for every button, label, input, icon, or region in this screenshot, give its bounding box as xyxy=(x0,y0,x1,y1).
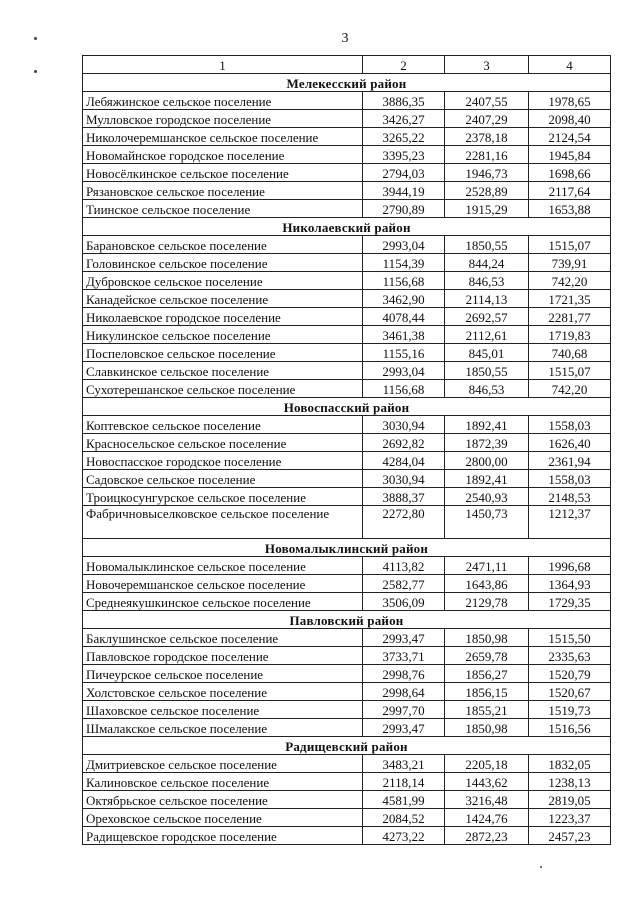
value-cell: 1643,86 xyxy=(445,575,529,593)
value-cell: 2800,00 xyxy=(445,452,529,470)
table-row xyxy=(83,701,611,719)
value-cell: 1978,65 xyxy=(529,92,611,110)
table-row xyxy=(83,488,611,506)
column-header-row xyxy=(83,56,611,74)
value-cell: 4113,82 xyxy=(363,557,445,575)
value-cell: 2281,16 xyxy=(445,146,529,164)
value-cell: 3030,94 xyxy=(363,416,445,434)
value-cell: 742,20 xyxy=(529,272,611,290)
table-row xyxy=(83,827,611,845)
district-title: Павловский район xyxy=(83,611,611,629)
margin-mark xyxy=(540,866,542,868)
value-cell: 1850,55 xyxy=(445,362,529,380)
value-cell: 1729,35 xyxy=(529,593,611,611)
margin-mark xyxy=(34,70,37,73)
settlement-name: Рязановское сельское поселение xyxy=(83,182,363,200)
table-row xyxy=(83,434,611,452)
value-cell: 1892,41 xyxy=(445,416,529,434)
value-cell: 1719,83 xyxy=(529,326,611,344)
settlement-name: Красносельское сельское поселение xyxy=(83,434,363,452)
value-cell: 2528,89 xyxy=(445,182,529,200)
settlement-name: Коптевское сельское поселение xyxy=(83,416,363,434)
column-header: 1 xyxy=(83,56,363,74)
value-cell: 2272,80 xyxy=(363,506,445,539)
settlement-name: Новочеремшанское сельское поселение xyxy=(83,575,363,593)
settlement-name: Новосёлкинское сельское поселение xyxy=(83,164,363,182)
value-cell: 2659,78 xyxy=(445,647,529,665)
value-cell: 1558,03 xyxy=(529,416,611,434)
settlement-name: Ореховское сельское поселение xyxy=(83,809,363,827)
value-cell: 845,01 xyxy=(445,344,529,362)
value-cell: 1850,98 xyxy=(445,719,529,737)
table-row xyxy=(83,809,611,827)
value-cell: 2997,70 xyxy=(363,701,445,719)
value-cell: 3944,19 xyxy=(363,182,445,200)
value-cell: 2148,53 xyxy=(529,488,611,506)
settlement-name: Шаховское сельское поселение xyxy=(83,701,363,719)
settlement-name: Дмитриевское сельское поселение xyxy=(83,755,363,773)
value-cell: 2129,78 xyxy=(445,593,529,611)
value-cell: 2993,04 xyxy=(363,362,445,380)
value-cell: 2998,76 xyxy=(363,665,445,683)
column-header: 2 xyxy=(363,56,445,74)
table-row xyxy=(83,506,611,539)
value-cell: 3216,48 xyxy=(445,791,529,809)
value-cell: 1450,73 xyxy=(445,506,529,539)
settlement-name: Шмалакское сельское поселение xyxy=(83,719,363,737)
settlement-name: Октябрьское сельское поселение xyxy=(83,791,363,809)
value-cell: 4284,04 xyxy=(363,452,445,470)
value-cell: 1855,21 xyxy=(445,701,529,719)
value-cell: 2819,05 xyxy=(529,791,611,809)
value-cell: 2872,23 xyxy=(445,827,529,845)
settlement-name: Барановское сельское поселение xyxy=(83,236,363,254)
table-row xyxy=(83,146,611,164)
district-header-row xyxy=(83,611,611,629)
value-cell: 740,68 xyxy=(529,344,611,362)
value-cell: 2692,57 xyxy=(445,308,529,326)
value-cell: 2361,94 xyxy=(529,452,611,470)
value-cell: 1698,66 xyxy=(529,164,611,182)
value-cell: 2692,82 xyxy=(363,434,445,452)
value-cell: 2794,03 xyxy=(363,164,445,182)
settlement-name: Лебяжинское сельское поселение xyxy=(83,92,363,110)
settlement-name: Калиновское сельское поселение xyxy=(83,773,363,791)
value-cell: 1212,37 xyxy=(529,506,611,539)
value-cell: 2790,89 xyxy=(363,200,445,218)
settlement-name: Садовское сельское поселение xyxy=(83,470,363,488)
value-cell: 1154,39 xyxy=(363,254,445,272)
value-cell: 1850,55 xyxy=(445,236,529,254)
settlement-name: Новомайнское городское поселение xyxy=(83,146,363,164)
settlement-name: Сухотерешанское сельское поселение xyxy=(83,380,363,398)
table-row xyxy=(83,200,611,218)
table-row xyxy=(83,362,611,380)
value-cell: 2084,52 xyxy=(363,809,445,827)
table-row xyxy=(83,629,611,647)
value-cell: 846,53 xyxy=(445,380,529,398)
value-cell: 4581,99 xyxy=(363,791,445,809)
table-row xyxy=(83,719,611,737)
value-cell: 2114,13 xyxy=(445,290,529,308)
value-cell: 1156,68 xyxy=(363,272,445,290)
value-cell: 1945,84 xyxy=(529,146,611,164)
district-title: Радищевский район xyxy=(83,737,611,755)
table-row xyxy=(83,452,611,470)
settlement-name: Поспеловское сельское поселение xyxy=(83,344,363,362)
value-cell: 1238,13 xyxy=(529,773,611,791)
table-row xyxy=(83,470,611,488)
table-row xyxy=(83,92,611,110)
value-cell: 2117,64 xyxy=(529,182,611,200)
settlement-name: Николочеремшанское сельское поселение xyxy=(83,128,363,146)
value-cell: 2124,54 xyxy=(529,128,611,146)
value-cell: 2281,77 xyxy=(529,308,611,326)
table-row xyxy=(83,557,611,575)
value-cell: 1364,93 xyxy=(529,575,611,593)
value-cell: 2407,29 xyxy=(445,110,529,128)
table-row xyxy=(83,683,611,701)
settlement-name: Новоспасское городское поселение xyxy=(83,452,363,470)
value-cell: 1946,73 xyxy=(445,164,529,182)
value-cell: 2582,77 xyxy=(363,575,445,593)
settlement-name: Холстовское сельское поселение xyxy=(83,683,363,701)
settlement-name: Фабричновыселковское сельское поселение xyxy=(83,506,363,539)
value-cell: 2098,40 xyxy=(529,110,611,128)
settlement-name: Троицкосунгурское сельское поселение xyxy=(83,488,363,506)
settlement-name: Среднеякушкинское сельское поселение xyxy=(83,593,363,611)
value-cell: 1653,88 xyxy=(529,200,611,218)
district-title: Новомалыклинский район xyxy=(83,539,611,557)
settlements-table xyxy=(82,55,611,845)
value-cell: 3733,71 xyxy=(363,647,445,665)
value-cell: 1892,41 xyxy=(445,470,529,488)
district-header-row xyxy=(83,218,611,236)
table-row xyxy=(83,326,611,344)
settlement-name: Канадейское сельское поселение xyxy=(83,290,363,308)
value-cell: 3395,23 xyxy=(363,146,445,164)
settlement-name: Павловское городское поселение xyxy=(83,647,363,665)
value-cell: 4273,22 xyxy=(363,827,445,845)
settlement-name: Баклушинское сельское поселение xyxy=(83,629,363,647)
value-cell: 1516,56 xyxy=(529,719,611,737)
table-row xyxy=(83,647,611,665)
value-cell: 1519,73 xyxy=(529,701,611,719)
value-cell: 739,91 xyxy=(529,254,611,272)
table-row xyxy=(83,182,611,200)
value-cell: 3461,38 xyxy=(363,326,445,344)
table-row xyxy=(83,791,611,809)
settlement-name: Тиинское сельское поселение xyxy=(83,200,363,218)
value-cell: 2998,64 xyxy=(363,683,445,701)
settlement-name: Николаевское городское поселение xyxy=(83,308,363,326)
settlement-name: Пичеурское сельское поселение xyxy=(83,665,363,683)
table-row xyxy=(83,773,611,791)
district-header-row xyxy=(83,539,611,557)
settlement-name: Радищевское городское поселение xyxy=(83,827,363,845)
table-row xyxy=(83,272,611,290)
table-row xyxy=(83,380,611,398)
value-cell: 1223,37 xyxy=(529,809,611,827)
settlement-name: Головинское сельское поселение xyxy=(83,254,363,272)
district-title: Новоспасский район xyxy=(83,398,611,416)
value-cell: 2378,18 xyxy=(445,128,529,146)
value-cell: 3886,35 xyxy=(363,92,445,110)
table-row xyxy=(83,575,611,593)
district-header-row xyxy=(83,74,611,92)
value-cell: 2993,04 xyxy=(363,236,445,254)
district-header-row xyxy=(83,737,611,755)
value-cell: 2407,55 xyxy=(445,92,529,110)
table-row xyxy=(83,110,611,128)
page-number: 3 xyxy=(341,31,349,46)
value-cell: 1856,27 xyxy=(445,665,529,683)
value-cell: 3426,27 xyxy=(363,110,445,128)
value-cell: 1872,39 xyxy=(445,434,529,452)
table-body xyxy=(83,56,611,845)
table-row xyxy=(83,665,611,683)
settlement-name: Новомалыклинское сельское поселение xyxy=(83,557,363,575)
settlement-name: Славкинское сельское поселение xyxy=(83,362,363,380)
value-cell: 1443,62 xyxy=(445,773,529,791)
value-cell: 1850,98 xyxy=(445,629,529,647)
table-row xyxy=(83,236,611,254)
value-cell: 3265,22 xyxy=(363,128,445,146)
settlement-name: Никулинское сельское поселение xyxy=(83,326,363,344)
value-cell: 1856,15 xyxy=(445,683,529,701)
column-header: 4 xyxy=(529,56,611,74)
value-cell: 2205,18 xyxy=(445,755,529,773)
value-cell: 1515,07 xyxy=(529,362,611,380)
value-cell: 1155,16 xyxy=(363,344,445,362)
value-cell: 2993,47 xyxy=(363,719,445,737)
table-row xyxy=(83,290,611,308)
district-header-row xyxy=(83,398,611,416)
value-cell: 2471,11 xyxy=(445,557,529,575)
value-cell: 742,20 xyxy=(529,380,611,398)
value-cell: 846,53 xyxy=(445,272,529,290)
value-cell: 1558,03 xyxy=(529,470,611,488)
table-row xyxy=(83,308,611,326)
value-cell: 2457,23 xyxy=(529,827,611,845)
value-cell: 3030,94 xyxy=(363,470,445,488)
district-title: Николаевский район xyxy=(83,218,611,236)
value-cell: 1520,79 xyxy=(529,665,611,683)
value-cell: 3462,90 xyxy=(363,290,445,308)
value-cell: 4078,44 xyxy=(363,308,445,326)
table-row xyxy=(83,344,611,362)
value-cell: 2112,61 xyxy=(445,326,529,344)
value-cell: 1520,67 xyxy=(529,683,611,701)
value-cell: 2335,63 xyxy=(529,647,611,665)
table-row xyxy=(83,254,611,272)
table-row xyxy=(83,416,611,434)
value-cell: 1626,40 xyxy=(529,434,611,452)
table-row xyxy=(83,164,611,182)
table-row xyxy=(83,755,611,773)
value-cell: 2993,47 xyxy=(363,629,445,647)
value-cell: 1424,76 xyxy=(445,809,529,827)
settlement-name: Дубровское сельское поселение xyxy=(83,272,363,290)
value-cell: 3888,37 xyxy=(363,488,445,506)
column-header: 3 xyxy=(445,56,529,74)
value-cell: 844,24 xyxy=(445,254,529,272)
district-title: Мелекесский район xyxy=(83,74,611,92)
value-cell: 2118,14 xyxy=(363,773,445,791)
value-cell: 1515,07 xyxy=(529,236,611,254)
table-row xyxy=(83,593,611,611)
value-cell: 1832,05 xyxy=(529,755,611,773)
value-cell: 1915,29 xyxy=(445,200,529,218)
value-cell: 3506,09 xyxy=(363,593,445,611)
value-cell: 1721,35 xyxy=(529,290,611,308)
value-cell: 1515,50 xyxy=(529,629,611,647)
settlement-name: Мулловское городское поселение xyxy=(83,110,363,128)
value-cell: 1996,68 xyxy=(529,557,611,575)
value-cell: 2540,93 xyxy=(445,488,529,506)
value-cell: 3483,21 xyxy=(363,755,445,773)
value-cell: 1156,68 xyxy=(363,380,445,398)
table-row xyxy=(83,128,611,146)
